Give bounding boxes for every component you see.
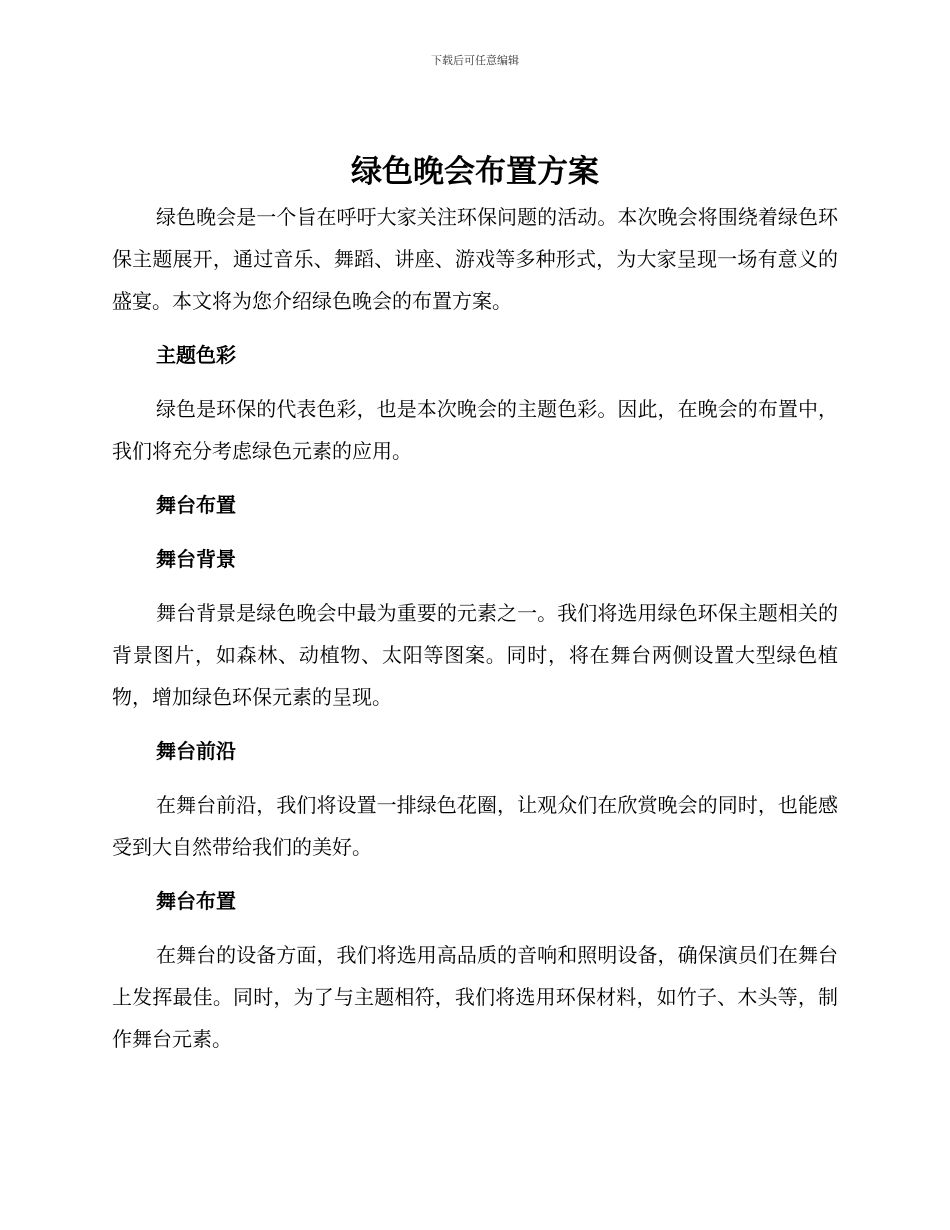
- intro-paragraph: 绿色晚会是一个旨在呼吁大家关注环保问题的活动。本次晚会将围绕着绿色环保主题展开，通过音乐、舞蹈、讲座、游戏等多种形式，为大家呈现一场有意义的盛宴。本文将为您介绍绿色晚会的布置方案。: [112, 205, 838, 313]
- section-heading-stage-front: 舞台前沿: [156, 739, 236, 763]
- section-heading-stage-layout: 舞台布置: [156, 493, 236, 517]
- document-body: [112, 150, 838, 1060]
- section-heading-theme-color: 主题色彩: [156, 343, 236, 367]
- section-text-stage-background: 舞台背景是绿色晚会中最为重要的元素之一。我们将选用绿色环保主题相关的背景图片，如森林、动植物、太阳等图案。同时，将在舞台两侧设置大型绿色植物，增加绿色环保元素的呈现。: [112, 601, 838, 709]
- section-text-stage-equipment: 在舞台的设备方面，我们将选用高品质的音响和照明设备，确保演员们在舞台上发挥最佳。同时，为了与主题相符，我们将选用环保材料，如竹子、木头等，制作舞台元素。: [112, 943, 838, 1051]
- section-heading-stage-background: 舞台背景: [156, 547, 236, 571]
- document-title: 绿色晚会布置方案: [351, 154, 599, 190]
- page-header-note: 下载后可任意编辑: [431, 54, 519, 67]
- section-text-theme-color: 绿色是环保的代表色彩，也是本次晚会的主题色彩。因此，在晚会的布置中，我们将充分考虑绿色元素的应用。: [112, 397, 838, 463]
- section-text-stage-front: 在舞台前沿，我们将设置一排绿色花圈，让观众们在欣赏晚会的同时，也能感受到大自然带给我们的美好。: [112, 793, 838, 859]
- section-heading-stage-equipment: 舞台布置: [156, 889, 236, 913]
